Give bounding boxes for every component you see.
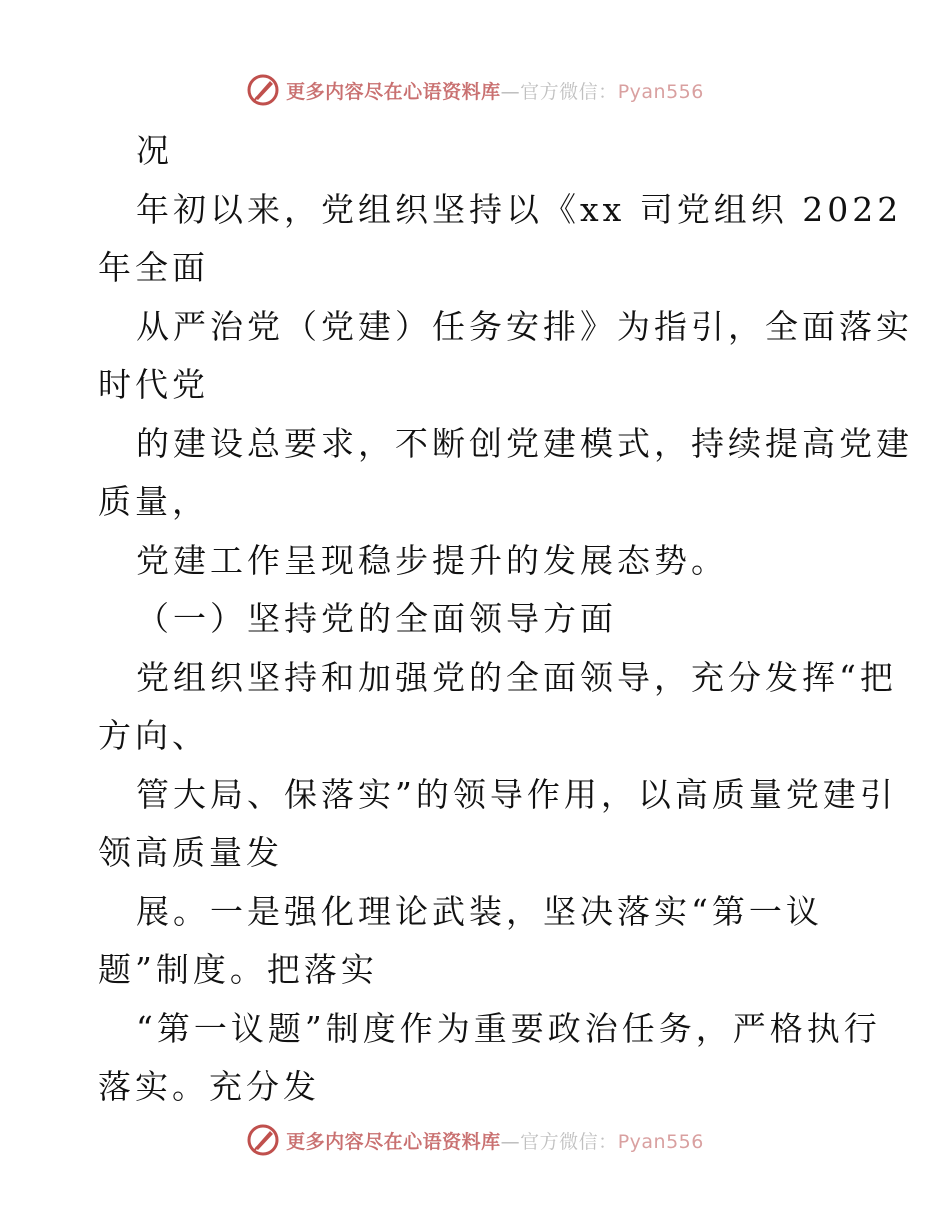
watermark-separator: — bbox=[500, 1130, 521, 1153]
text-line: “第一议题”制度作为重要政治任务，严格执行 bbox=[136, 1008, 881, 1048]
watermark-label: 官方微信： bbox=[520, 1130, 618, 1153]
text-line: 况 bbox=[136, 131, 173, 170]
section-heading: （一）坚持党的全面领导方面 bbox=[136, 599, 617, 638]
text-line: 题”制度。把落实 bbox=[98, 950, 378, 989]
text-line: 质量， bbox=[98, 482, 209, 521]
document-body bbox=[98, 122, 913, 1117]
quill-logo-icon bbox=[246, 1123, 280, 1157]
text-line: 党组织坚持和加强党的全面领导，充分发挥“把 bbox=[136, 657, 897, 697]
watermark-text bbox=[286, 1127, 704, 1154]
text-line: 方向、 bbox=[98, 716, 209, 755]
watermark-text bbox=[286, 77, 704, 104]
text-line: 年初以来，党组织坚持以《xx 司党组织 2022 bbox=[136, 189, 903, 229]
watermark-brand: 更多内容尽在心语资料库 bbox=[286, 80, 501, 103]
text-line: 党建工作呈现稳步提升的发展态势。 bbox=[136, 540, 728, 580]
footer-watermark bbox=[0, 1120, 950, 1160]
watermark-id: Pyan556 bbox=[617, 80, 704, 103]
watermark-id: Pyan556 bbox=[617, 1130, 704, 1153]
text-line: 管大局、保落实”的领导作用，以高质量党建引 bbox=[136, 774, 897, 814]
watermark-separator: — bbox=[500, 80, 521, 103]
quill-logo-icon bbox=[246, 73, 280, 107]
text-line: 落实。充分发 bbox=[98, 1067, 320, 1106]
watermark-label: 官方微信： bbox=[520, 80, 618, 103]
text-line: 年全面 bbox=[98, 248, 209, 287]
text-line: 的建设总要求，不断创党建模式，持续提高党建 bbox=[136, 423, 913, 463]
text-line: 从严治党（党建）任务安排》为指引，全面落实 bbox=[136, 306, 913, 346]
text-line: 时代党 bbox=[98, 365, 209, 404]
watermark-brand: 更多内容尽在心语资料库 bbox=[286, 1130, 501, 1153]
text-line: 领高质量发 bbox=[98, 833, 283, 872]
header-watermark bbox=[0, 70, 950, 110]
text-line: 展。一是强化理论武装，坚决落实“第一议 bbox=[136, 891, 823, 931]
